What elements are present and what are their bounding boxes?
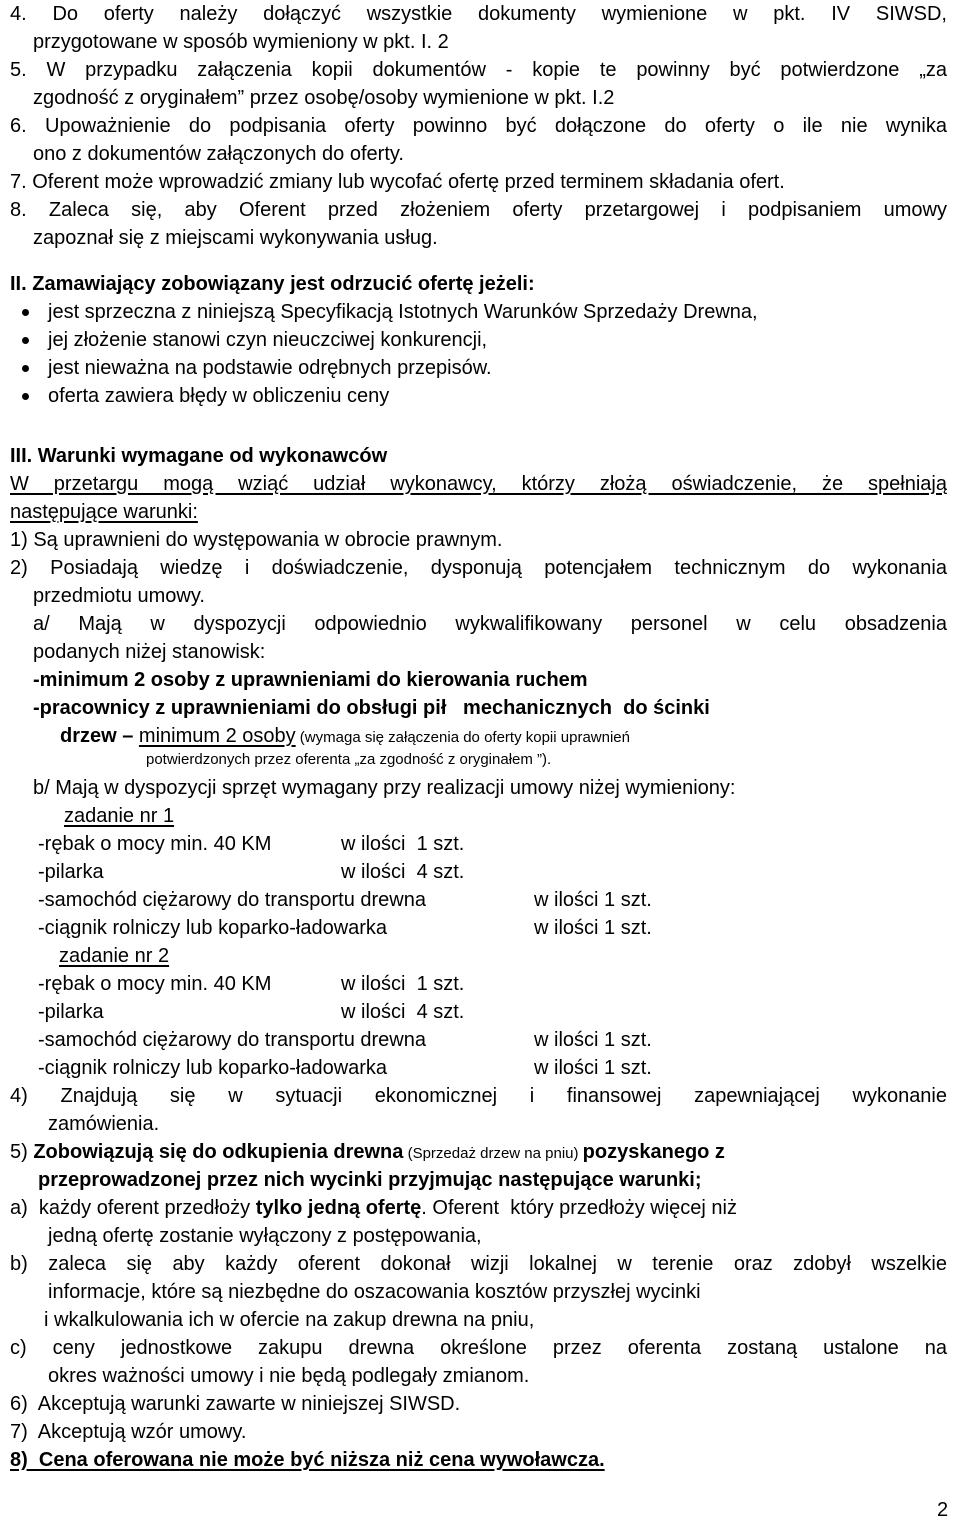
- page-number: 2: [937, 1499, 949, 1521]
- condition-2b-line: b/ Mają w dyspozycji sprzęt wymagany przy realizacji umowy niżej wymieniony:: [33, 777, 736, 799]
- condition-6: 6) Akceptują warunki zawarte w niniejszej SIWSD.: [10, 1393, 461, 1415]
- sub-a-post: . Oferent który przedłoży więcej niż: [421, 1197, 737, 1219]
- task-1-qty-2: w ilości 4 szt.: [341, 861, 465, 883]
- sub-b-line-1: b) zaleca się aby każdy oferent dokonał wizji lokalnej w terenie oraz zdobył wszelkie: [10, 1253, 947, 1275]
- task-2-item-3: -samochód ciężarowy do transportu drewna: [38, 1029, 426, 1051]
- condition-5-line-2: przeprowadzonej przez nich wycinki przyjmując następujące warunki;: [38, 1169, 702, 1191]
- item-8-line-2: zapoznał się z miejscami wykonywania usług.: [33, 227, 438, 249]
- bullet-icon: [22, 309, 29, 316]
- sub-c-line-2: okres ważności umowy i nie będą podlegały zmianom.: [48, 1365, 530, 1387]
- item-5-line-2: zgodność z oryginałem” przez osobę/osoby wymienione w pkt. I.2: [33, 87, 615, 109]
- item-5-line-1: 5. W przypadku załączenia kopii dokumentów - kopie te powinny być potwierdzone „za: [10, 59, 947, 81]
- staff-requirement-2: -pracownicy z uprawnieniami do obsługi pił mechanicznych do ścinki: [33, 697, 710, 719]
- bullet-icon: [22, 337, 29, 344]
- task-1-item-1: -rębak o mocy min. 40 KM: [38, 833, 272, 855]
- condition-8: 8) Cena oferowana nie może być niższa niż cena wywoławcza.: [10, 1449, 605, 1471]
- sub-a-bold: tylko jedną ofertę: [255, 1197, 422, 1219]
- task-2-item-2: -pilarka: [38, 1001, 104, 1023]
- sub-a-line-2: jedną ofertę zostanie wyłączony z postępowania,: [48, 1225, 482, 1247]
- sub-b-line-2: informacje, które są niezbędne do oszacowania kosztów przyszłej wycinki: [48, 1281, 701, 1303]
- staff-requirement-3-minimum: minimum 2 osoby: [138, 725, 296, 747]
- section-2-bullet-3: jest nieważna na podstawie odrębnych przepisów.: [48, 357, 492, 379]
- item-7-line: 7. Oferent może wprowadzić zmiany lub wycofać ofertę przed terminem składania ofert.: [10, 171, 785, 193]
- section-3-intro-line-1: W przetargu mogą wziąć udział wykonawcy, którzy złożą oświadczenie, że spełniają: [10, 473, 947, 495]
- task-2-qty-3: w ilości 1 szt.: [534, 1029, 652, 1051]
- condition-2-line-2: przedmiotu umowy.: [33, 585, 205, 607]
- condition-4-line-1: 4) Znajdują się w sytuacji ekonomicznej i finansowej zapewniającej wykonanie: [10, 1085, 947, 1107]
- section-3-intro-line-2: następujące warunki:: [10, 501, 198, 523]
- task-1-qty-4: w ilości 1 szt.: [534, 917, 652, 939]
- section-2-bullet-4: oferta zawiera błędy w obliczeniu ceny: [48, 385, 390, 407]
- item-6-line-1: 6. Upoważnienie do podpisania oferty powinno być dołączone do oferty o ile nie wynika: [10, 115, 947, 137]
- condition-5-bold-2: pozyskanego z: [582, 1141, 725, 1163]
- item-4-line-2: przygotowane w sposób wymieniony w pkt. I. 2: [33, 31, 449, 53]
- condition-5-line-1: [10, 1138, 725, 1168]
- task-2-qty-2: w ilości 4 szt.: [341, 1001, 465, 1023]
- task-1-item-2: -pilarka: [38, 861, 104, 883]
- item-8-line-1: 8. Zaleca się, aby Oferent przed złożeniem oferty przetargowej i podpisaniem umowy: [10, 199, 947, 221]
- bullet-icon: [22, 365, 29, 372]
- sub-b-line-3: i wkalkulowania ich w ofercie na zakup drewna na pniu,: [44, 1309, 535, 1331]
- condition-4-line-2: zamówienia.: [48, 1113, 160, 1135]
- task-1-qty-1: w ilości 1 szt.: [341, 833, 465, 855]
- section-3-heading: III. Warunki wymagane od wykonawców: [10, 445, 388, 467]
- staff-requirement-3-note-line-2: potwierdzonych przez oferenta „za zgodność z oryginałem ”).: [146, 751, 552, 768]
- task-2-item-4: -ciągnik rolniczy lub koparko-ładowarka: [38, 1057, 388, 1079]
- condition-5-number: 5): [10, 1141, 34, 1163]
- condition-5-small: (Sprzedaż drzew na pniu): [403, 1145, 583, 1162]
- staff-requirement-3-bold: drzew –: [60, 725, 134, 747]
- section-2-bullet-2: jej złożenie stanowi czyn nieuczciwej konkurencji,: [48, 329, 488, 351]
- staff-requirement-3-note: (wymaga się załączenia do oferty kopii uprawnień: [295, 729, 630, 746]
- item-6-line-2: ono z dokumentów załączonych do oferty.: [33, 143, 404, 165]
- task-1-qty-3: w ilości 1 szt.: [534, 889, 652, 911]
- condition-2a-line-2: podanych niżej stanowisk:: [33, 641, 266, 663]
- task-2-title: zadanie nr 2: [59, 945, 170, 967]
- task-1-item-4: -ciągnik rolniczy lub koparko-ładowarka: [38, 917, 388, 939]
- task-1-item-3: -samochód ciężarowy do transportu drewna: [38, 889, 426, 911]
- task-1-title: zadanie nr 1: [64, 805, 175, 827]
- task-2-qty-1: w ilości 1 szt.: [341, 973, 465, 995]
- staff-requirement-3: [60, 722, 630, 752]
- sub-c-line-1: c) ceny jednostkowe zakupu drewna określone przez oferenta zostaną ustalone na: [10, 1337, 947, 1359]
- sub-a-pre: a) każdy oferent przedłoży: [10, 1197, 256, 1219]
- staff-requirement-1: -minimum 2 osoby z uprawnieniami do kierowania ruchem: [33, 669, 588, 691]
- condition-5-bold-1: Zobowiązują się do odkupienia drewna: [33, 1141, 404, 1163]
- condition-2a-line-1: a/ Mają w dyspozycji odpowiednio wykwalifikowany personel w celu obsadzenia: [33, 613, 947, 635]
- task-2-item-1: -rębak o mocy min. 40 KM: [38, 973, 272, 995]
- section-2-heading: II. Zamawiający zobowiązany jest odrzucić ofertę jeżeli:: [10, 273, 535, 295]
- section-2-bullet-1: jest sprzeczna z niniejszą Specyfikacją Istotnych Warunków Sprzedaży Drewna,: [48, 301, 758, 323]
- condition-7: 7) Akceptują wzór umowy.: [10, 1421, 247, 1443]
- condition-1: 1) Są uprawnieni do występowania w obrocie prawnym.: [10, 529, 503, 551]
- task-2-qty-4: w ilości 1 szt.: [534, 1057, 652, 1079]
- item-4-line-1: 4. Do oferty należy dołączyć wszystkie dokumenty wymienione w pkt. IV SIWSD,: [10, 3, 947, 25]
- condition-2-line-1: 2) Posiadają wiedzę i doświadczenie, dysponują potencjałem technicznym do wykonania: [10, 557, 947, 579]
- bullet-icon: [22, 393, 29, 400]
- sub-a-line-1: [10, 1194, 737, 1222]
